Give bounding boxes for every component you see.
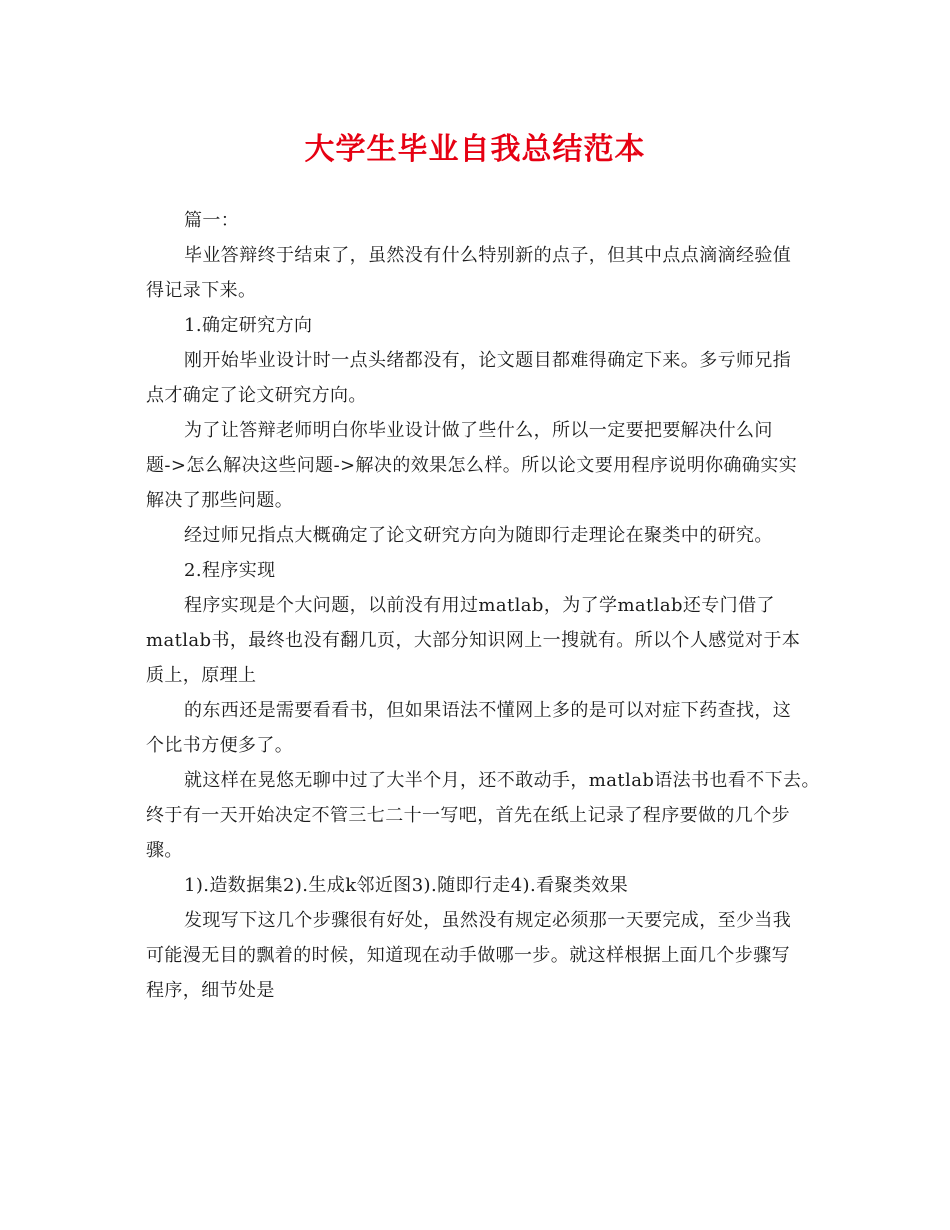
text-line: 为了让答辩老师明白你毕业设计做了些什么，所以一定要把要解决什么问	[184, 420, 773, 441]
text-line: 篇一：	[184, 210, 240, 231]
text-line: 刚开始毕业设计时一点头绪都没有，论文题目都难得确定下来。多亏师兄指	[184, 350, 792, 371]
text-line: 1).造数据集2).生成k邻近图3).随即行走4).看聚类效果	[184, 875, 629, 896]
text-line: 点才确定了论文研究方向。	[146, 385, 367, 406]
text-line: 题->怎么解决这些问题->解决的效果怎么样。所以论文要用程序说明你确确实实	[146, 455, 798, 476]
text-line: 的东西还是需要看看书，但如果语法不懂网上多的是可以对症下药查找，这	[184, 700, 792, 721]
text-line: 质上，原理上	[146, 665, 257, 686]
text-line: 终于有一天开始决定不管三七二十一写吧，首先在纸上记录了程序要做的几个步	[146, 805, 790, 826]
text-line: 1.确定研究方向	[184, 315, 313, 336]
text-line: 发现写下这几个步骤很有好处，虽然没有规定必须那一天要完成，至少当我	[184, 910, 792, 931]
text-line: 2.程序实现	[184, 560, 276, 581]
text-line: matlab书，最终也没有翻几页，大部分知识网上一搜就有。所以个人感觉对于本	[146, 630, 801, 651]
text-line: 个比书方便多了。	[146, 735, 294, 756]
document-body	[146, 203, 820, 1008]
text-line: 得记录下来。	[146, 280, 257, 301]
text-line: 可能漫无目的飘着的时候，知道现在动手做哪一步。就这样根据上面几个步骤写	[146, 945, 790, 966]
document-title: 大学生毕业自我总结范本	[304, 132, 646, 167]
text-line: 程序实现是个大问题，以前没有用过matlab，为了学matlab还专门借了	[184, 595, 775, 616]
text-line: 毕业答辩终于结束了，虽然没有什么特别新的点子，但其中点点滴滴经验值	[184, 245, 792, 266]
text-line: 程序，细节处是	[146, 980, 275, 1001]
text-line: 解决了那些问题。	[146, 490, 294, 511]
text-line: 骤。	[146, 840, 183, 861]
text-line: 就这样在晃悠无聊中过了大半个月，还不敢动手，matlab语法书也看不下去。	[184, 770, 820, 791]
text-line: 经过师兄指点大概确定了论文研究方向为随即行走理论在聚类中的研究。	[184, 525, 773, 546]
